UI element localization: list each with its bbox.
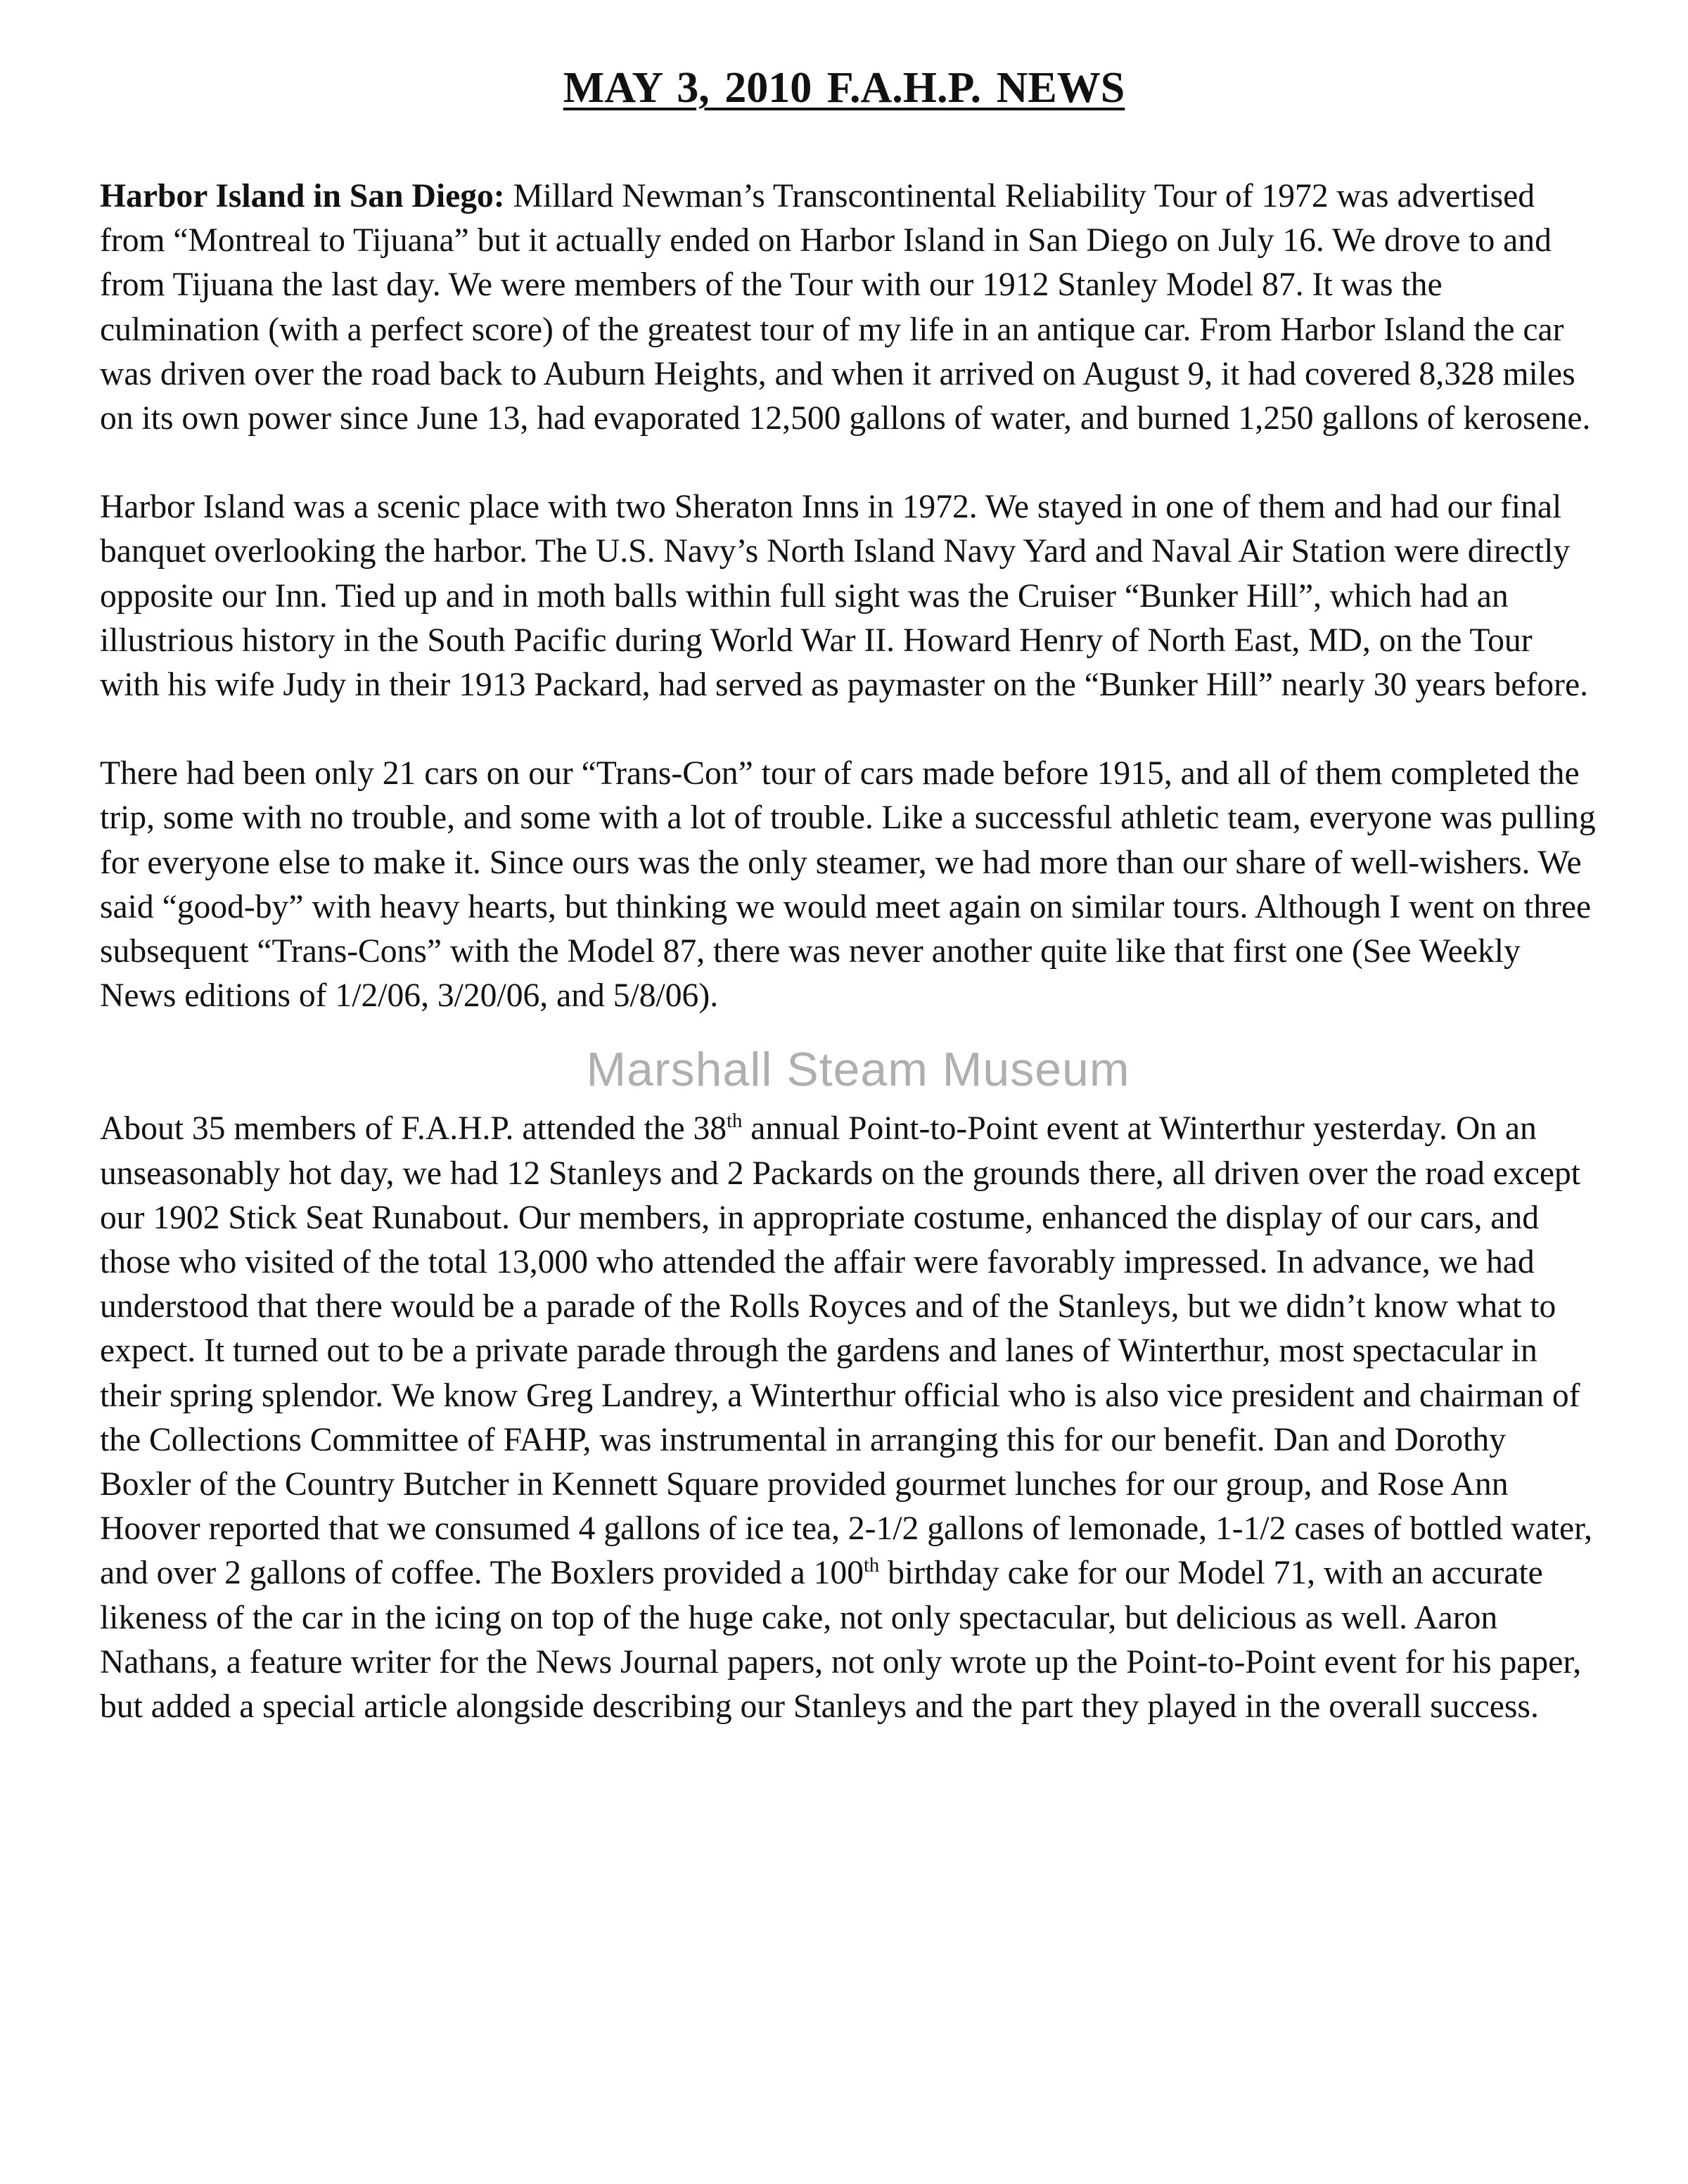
paragraph-text: birthday cake for our Model 71, with an accurate likeness of the car in the icing on top of the huge cake, not only spectacular, but delicious as well. Aaron Nathans, a feature writer for the News Journal papers, not only wrote up the Point-to-Point event for his paper, but added a special article alongside describing our Stanleys and the part they played in the overall success. xyxy=(100,1555,1582,1726)
paragraph-text: About 35 members of F.A.H.P. attended the 38 xyxy=(100,1110,727,1148)
paragraph-text: annual Point-to-Point event at Winterthur yesterday. On an unseasonably hot day, we had 12 Stanleys and 2 Packards on the grounds there, all driven over the road except our 1902 Stick Seat Runabout. Our members, in appropriate costume, enhanced the display of our cars, and those who visited of the total 13,000 who attended the affair were favorably impressed. In advance, we had understood that there would be a parade of the Rolls Royces and of the Stanleys, but we didn’t know what to expect. It turned out to be a private parade through the gardens and lanes of Winterthur, most spectacular in their spring splendor. We know Greg Landrey, a Winterthur official who is also vice president and chairman of the Collections Committee of FAHP, was instrumental in arranging this for our benefit. Dan and Dorothy Boxler of the Country Butcher in Kennett Square provided gourmet lunches for our group, and Rose Ann Hoover reported that we consumed 4 gallons of ice tea, 2-1/2 gallons of lemonade, 1-1/2 cases of bottled water, and over 2 gallons of coffee. The Boxlers provided a 100 xyxy=(100,1110,1592,1592)
paragraph-point-to-point xyxy=(100,1107,1598,1729)
superscript-ordinal: th xyxy=(864,1555,880,1577)
superscript-ordinal: th xyxy=(727,1110,743,1133)
watermark: Marshall Steam Museum xyxy=(586,1043,1130,1096)
article-body xyxy=(100,174,1598,1729)
paragraph-trans-con: There had been only 21 cars on our “Trans-Con” tour of cars made before 1915, and all of them completed the trip, some with no trouble, and some with a lot of trouble. Like a successful athletic team, everyone was pulling for everyone else to make it. Since ours was the only steamer, we had more than our share of well-wishers. We said “good-by” with heavy hearts, but thinking we would meet again on similar tours. Although I went on three subsequent “Trans-Cons” with the Model 87, there was never another quite like that first one (See Weekly News editions of 1/2/06, 3/20/06, and 5/8/06). xyxy=(100,755,1596,1015)
paragraph-sheraton: Harbor Island was a scenic place with two Sheraton Inns in 1972. We stayed in one of them and had our final banquet overlooking the harbor. The U.S. Navy’s North Island Navy Yard and Naval Air Station were directly opposite our Inn. Tied up and in moth balls within full sight was the Cruiser “Bunker Hill”, which had an illustrious history in the South Pacific during World War II. Howard Henry of North East, MD, on the Tour with his wife Judy in their 1913 Packard, had served as paymaster on the “Bunker Hill” nearly 30 years before. xyxy=(100,489,1588,704)
paragraph-harbor-island xyxy=(100,174,1598,441)
paragraph-text: Millard Newman’s Transcontinental Reliability Tour of 1972 was advertised from “Montreal to Tijuana” but it actually ended on Harbor Island in San Diego on July 16. We drove to and from Tijuana the last day. We were members of the Tour with our 1912 Stanley Model 87. It was the culmination (with a perfect score) of the greatest tour of my life in an antique car. From Harbor Island the car was driven over the road back to Auburn Heights, and when it arrived on August 9, it had covered 8,328 miles on its own power since June 13, had evaporated 12,500 gallons of water, and burned 1,250 gallons of kerosene. xyxy=(100,178,1591,437)
paragraph-lead: Harbor Island in San Diego: xyxy=(100,178,505,214)
page-title: MAY 3, 2010 F.A.H.P. NEWS xyxy=(563,64,1125,112)
